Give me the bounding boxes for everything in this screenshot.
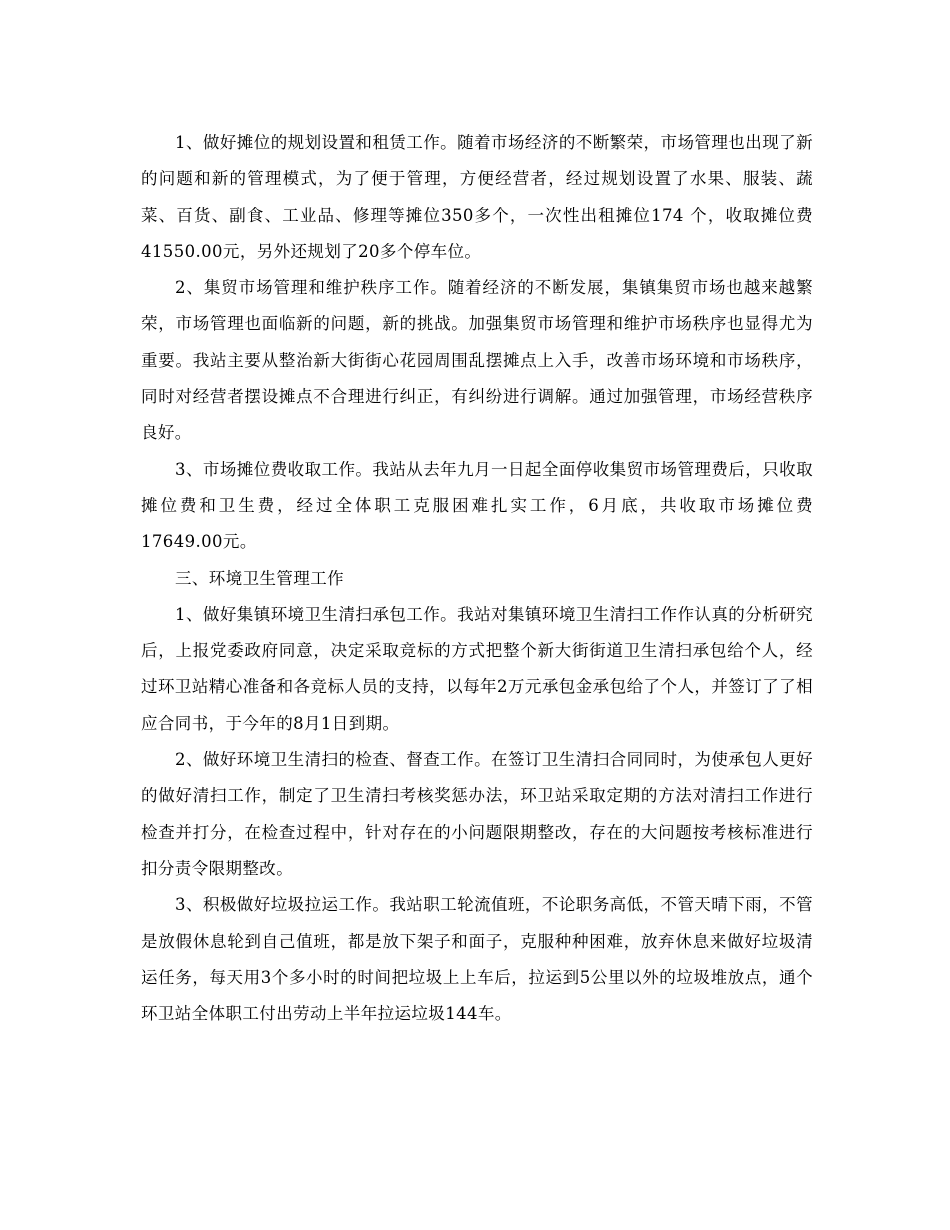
paragraph-cleaning-inspection: 2、做好环境卫生清扫的检查、督查工作。在签订卫生清扫合同同时，为使承包人更好的做好清扫工作，制定了卫生清扫考核奖惩办法，环卫站采取定期的方法对清扫工作进行检查并打分，在检查过程中，针对存在的小问题限期整改，存在的大问题按考核标准进行扣分责令限期整改。 (141, 750, 813, 878)
section-heading-sanitation: 三、环境卫生管理工作 (175, 568, 344, 588)
paragraph-garbage-transport: 3、积极做好垃圾拉运工作。我站职工轮流值班，不论职务高低，不管天晴下雨，不管是放假休息轮到自己值班，都是放下架子和面子，克服种种困难，放弃休息来做好垃圾清运任务，每天用3个多小时的时间把垃圾上上车后，拉运到5公里以外的垃圾堆放点，通个环卫站全体职工付出劳动上半年拉运垃圾144车。 (141, 895, 813, 1024)
paragraph-stall-fees: 3、市场摊位费收取工作。我站从去年九月一日起全面停收集贸市场管理费后，只收取摊位费和卫生费，经过全体职工克服困难扎实工作，6月底，共收取市场摊位费 17649.00元。 (141, 459, 813, 552)
document-body (141, 125, 813, 1032)
paragraph-stall-planning: 1、做好摊位的规划设置和租赁工作。随着市场经济的不断繁荣，市场管理也出现了新的问题和新的管理模式，为了便于管理，方便经营者，经过规划设置了水果、服装、蔬菜、百货、副食、工业品、修理等摊位350多个，一次性出租摊位174 个，收取摊位费41550.00元，另外还规划了20多个停车位。 (141, 133, 813, 261)
paragraph-market-order: 2、集贸市场管理和维护秩序工作。随着经济的不断发展，集镇集贸市场也越来越繁荣，市场管理也面临新的问题，新的挑战。加强集贸市场管理和维护市场秩序也显得尤为重要。我站主要从整治新大街街心花园周围乱摆摊点上入手，改善市场环境和市场秩序，同时对经营者摆设摊点不合理进行纠正，有纠纷进行调解。通过加强管理，市场经营秩序良好。 (141, 278, 813, 443)
paragraph-cleaning-contract: 1、做好集镇环境卫生清扫承包工作。我站对集镇环境卫生清扫工作作认真的分析研究后，上报党委政府同意，决定采取竞标的方式把整个新大街街道卫生清扫承包给个人，经过环卫站精心准备和各竞标人员的支持，以每年2万元承包金承包给了个人，并签订了了相应合同书，于今年的8月1日到期。 (141, 604, 813, 733)
